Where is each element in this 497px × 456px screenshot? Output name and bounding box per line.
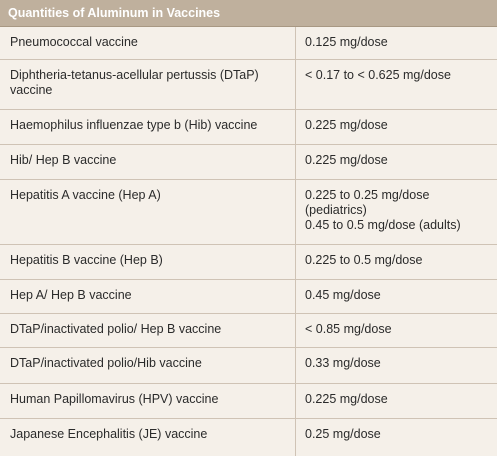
amount-cell — [296, 180, 497, 244]
vaccine-name: Hepatitis A vaccine (Hep A) — [10, 188, 161, 202]
vaccine-cell — [0, 110, 296, 144]
vaccine-cell — [0, 280, 296, 313]
vaccine-name: Hepatitis B vaccine (Hep B) — [10, 253, 163, 267]
amount-value: 0.25 mg/dose — [305, 427, 381, 441]
vaccine-cell — [0, 60, 296, 109]
vaccine-cell — [0, 314, 296, 347]
vaccine-name: Hep A/ Hep B vaccine — [10, 288, 132, 302]
amount-value: 0.45 mg/dose — [305, 288, 381, 302]
vaccine-cell — [0, 384, 296, 418]
vaccine-cell — [0, 180, 296, 244]
amount-value-continued: (pediatrics) — [305, 203, 367, 217]
table-row — [0, 348, 497, 384]
amount-cell — [296, 419, 497, 456]
amount-value: 0.225 mg/dose — [305, 153, 388, 167]
aluminum-table — [0, 27, 497, 456]
table-row — [0, 60, 497, 110]
amount-value: 0.225 mg/dose — [305, 118, 388, 132]
vaccine-cell — [0, 245, 296, 279]
vaccine-name: Pneumococcal vaccine — [10, 35, 138, 49]
amount-value: 0.125 mg/dose — [305, 35, 388, 49]
amount-value: < 0.17 to < 0.625 mg/dose — [305, 68, 451, 82]
vaccine-name: Japanese Encephalitis (JE) vaccine — [10, 427, 208, 441]
table-row — [0, 27, 497, 60]
amount-cell — [296, 110, 497, 144]
amount-cell — [296, 280, 497, 313]
amount-cell — [296, 145, 497, 179]
table-title: Quantities of Aluminum in Vaccines — [8, 6, 221, 20]
vaccine-name: Haemophilus influenzae type b (Hib) vaccine — [10, 118, 258, 132]
vaccine-name: DTaP/inactivated polio/ Hep B vaccine — [10, 322, 222, 336]
amount-cell — [296, 384, 497, 418]
table-header — [0, 0, 497, 27]
amount-value: 0.225 to 0.25 mg/dose — [305, 188, 430, 202]
table-row — [0, 180, 497, 245]
vaccine-name-continued: vaccine — [10, 83, 53, 97]
amount-value: 0.225 to 0.5 mg/dose — [305, 253, 423, 267]
table-row — [0, 110, 497, 145]
amount-value: 0.33 mg/dose — [305, 356, 381, 370]
table-row — [0, 280, 497, 314]
vaccine-cell — [0, 348, 296, 383]
amount-cell — [296, 245, 497, 279]
table-row — [0, 145, 497, 180]
vaccine-name: Hib/ Hep B vaccine — [10, 153, 117, 167]
table-row — [0, 384, 497, 419]
vaccine-cell — [0, 27, 296, 59]
vaccine-cell — [0, 145, 296, 179]
amount-cell — [296, 60, 497, 109]
table-row — [0, 419, 497, 456]
vaccine-name: DTaP/inactivated polio/Hib vaccine — [10, 356, 202, 370]
vaccine-cell — [0, 419, 296, 456]
vaccine-name: Diphtheria-tetanus-acellular pertussis (DTaP) — [10, 68, 259, 82]
amount-value: < 0.85 mg/dose — [305, 322, 392, 336]
amount-value: 0.225 mg/dose — [305, 392, 388, 406]
vaccine-name: Human Papillomavirus (HPV) vaccine — [10, 392, 219, 406]
amount-cell — [296, 314, 497, 347]
table-row — [0, 314, 497, 348]
table-row — [0, 245, 497, 280]
amount-cell — [296, 27, 497, 59]
amount-cell — [296, 348, 497, 383]
amount-value-continued: 0.45 to 0.5 mg/dose (adults) — [305, 218, 461, 232]
